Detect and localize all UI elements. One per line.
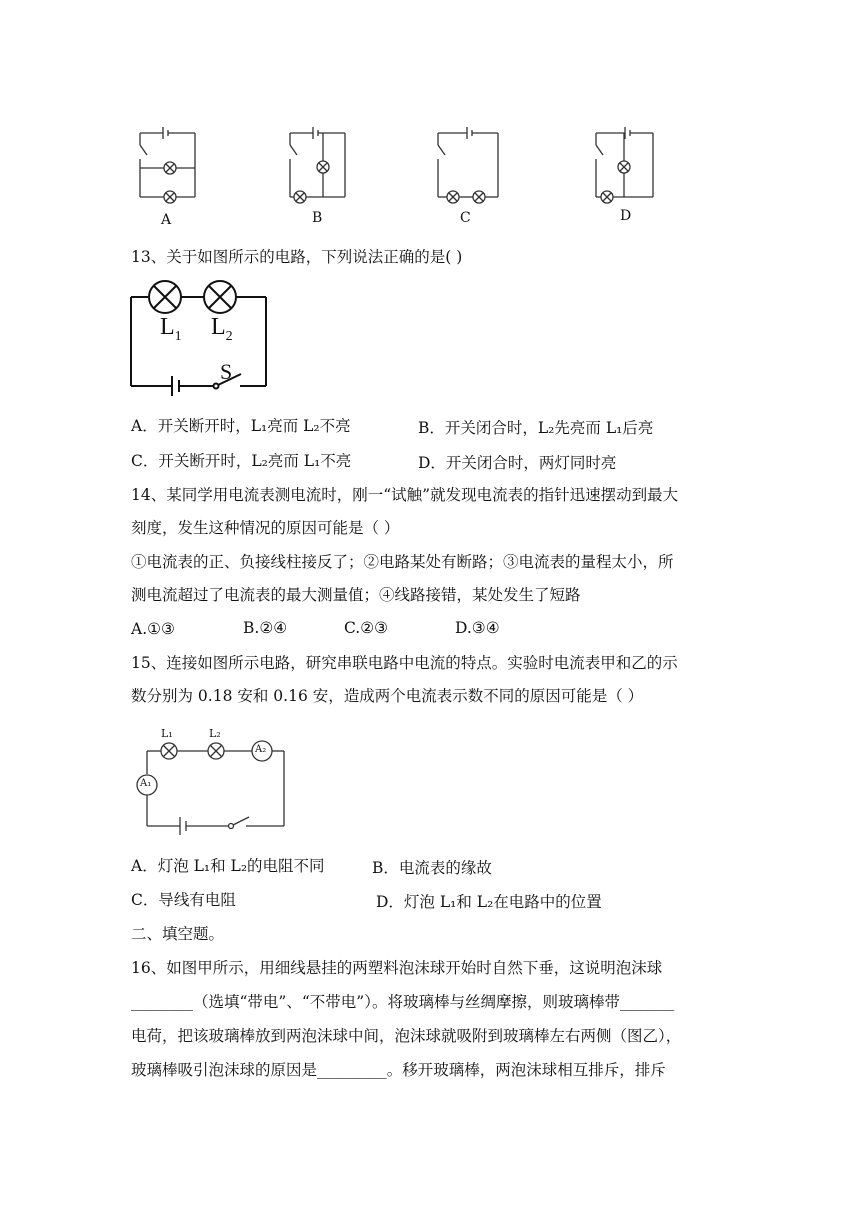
option-label-b: B (312, 210, 323, 226)
q13-label-l2-sub: 2 (225, 328, 233, 344)
q14-stem-line-2: 刻度，发生这种情况的原因可能是（ ） (131, 519, 400, 537)
option-label-c: C (460, 210, 471, 226)
q16-line-2: ________（选填“带电”、“不带电”）。将玻璃棒与丝绸摩擦，则玻璃棒带_______ (131, 993, 675, 1011)
q15-label-l2: L₂ (209, 727, 221, 740)
q14-option-d: D.③④ (455, 619, 500, 637)
q13-label-l1-sub: 1 (174, 328, 182, 344)
q15-stem-line-2: 数分别为 0.18 安和 0.16 安，造成两个电流表示数不同的原因可能是（ ） (131, 687, 644, 705)
q13-label-l2 (211, 314, 233, 345)
q15-option-b: B．电流表的缘故 (372, 859, 492, 877)
q13-option-b: B．开关闭合时，L₂先亮而 L₁后亮 (418, 419, 654, 437)
q13-label-l1-letter: L (160, 314, 175, 340)
q15-label-l1: L₁ (161, 727, 173, 740)
q14-option-b: B.②④ (243, 619, 288, 637)
q16-line-3: 电荷，把该玻璃棒放到两泡沫球中间，泡沫球就吸附到玻璃棒左右两侧（图乙）， (131, 1027, 682, 1045)
q13-option-a: A．开关断开时，L₁亮而 L₂不亮 (131, 417, 351, 435)
q14-body-line-2: 测电流超过了电流表的最大测量值；④线路接错，某处发生了短路 (131, 586, 581, 604)
option-label-a: A (161, 212, 172, 228)
q15-stem-line-1: 15、连接如图所示电路，研究串联电路中电流的特点。实验时电流表甲和乙的示 (131, 654, 678, 672)
q13-stem: 13、关于如图所示的电路，下列说法正确的是( ) (131, 248, 463, 266)
q16-line-1: 16、如图甲所示，用细线悬挂的两塑料泡沫球开始时自然下垂，这说明泡沫球 (131, 959, 663, 977)
q16-line-4: 玻璃棒吸引泡沫球的原因是_________。移开玻璃棒，两泡沫球相互排斥，排斥 (131, 1061, 666, 1079)
q15-option-a: A．灯泡 L₁和 L₂的电阻不同 (131, 857, 325, 875)
section-heading-fill-blank: 二、填空题。 (131, 925, 225, 943)
q14-option-a: A.①③ (131, 620, 175, 638)
q14-body-line-1: ①电流表的正、负接线柱接反了；②电路某处有断路；③电流表的量程太小，所 (131, 553, 674, 571)
q13-label-l2-letter: L (211, 314, 226, 340)
q14-stem-line-1: 14、某同学用电流表测电流时，刚一“试触”就发现电流表的指针迅速摆动到最大 (131, 486, 679, 504)
q14-option-c: C.②③ (344, 619, 389, 637)
q13-option-d: D．开关闭合时，两灯同时亮 (418, 454, 617, 472)
q15-label-a2: A₂ (255, 744, 267, 755)
q15-option-c: C．导线有电阻 (131, 891, 236, 909)
option-label-d: D (620, 208, 632, 224)
q13-label-switch: S (220, 359, 233, 384)
q13-option-c: C．开关断开时，L₂亮而 L₁不亮 (131, 452, 352, 470)
q15-circuit-figure (133, 727, 293, 837)
q13-circuit-figure (128, 278, 273, 393)
q15-option-d: D．灯泡 L₁和 L₂在电路中的位置 (376, 893, 602, 911)
q15-label-a1: A₁ (140, 778, 152, 789)
q13-label-l1 (160, 314, 182, 345)
circuit-figure-c (433, 125, 513, 235)
